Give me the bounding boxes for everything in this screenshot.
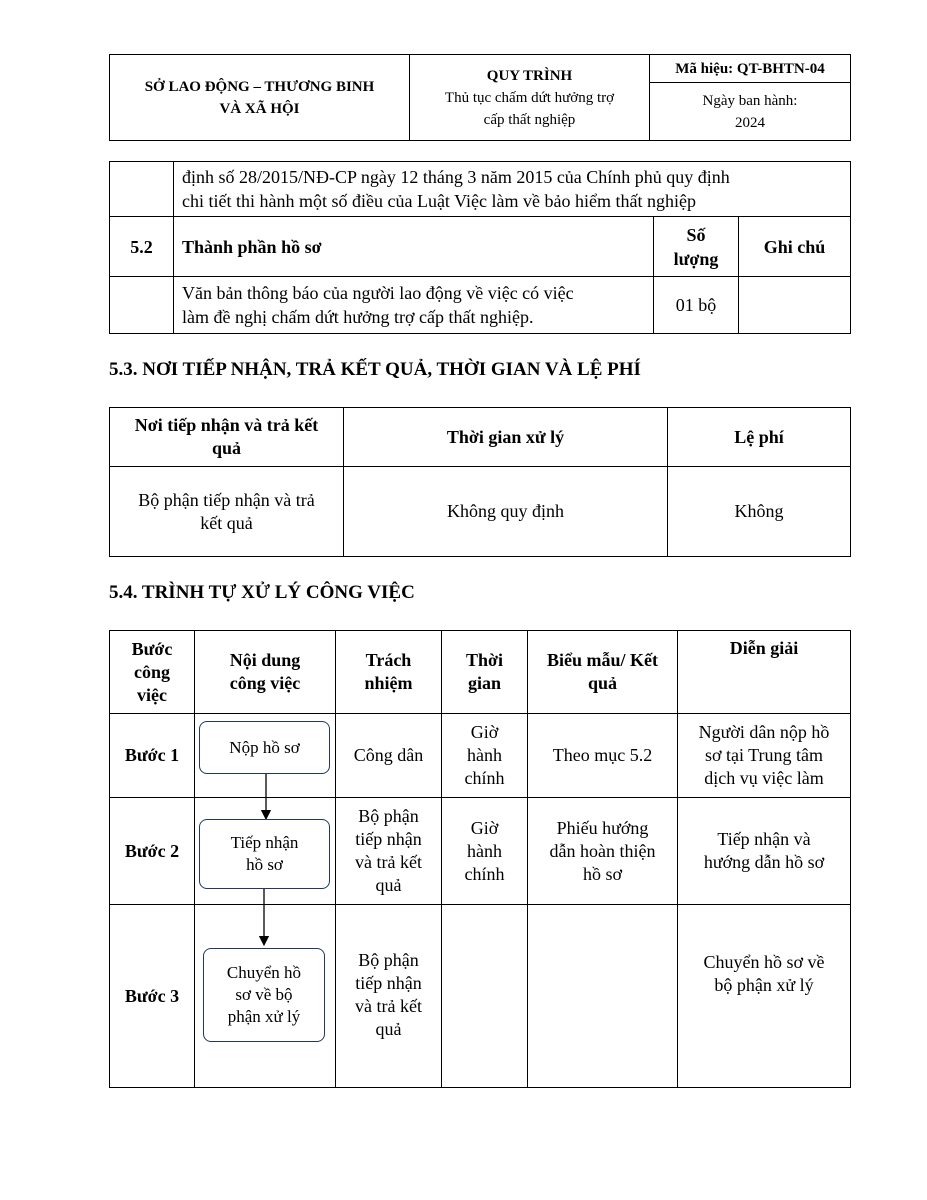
col-step: Bước công việc	[110, 631, 195, 714]
step-time: Giờ hành chính	[442, 714, 528, 798]
col-time: Thời gian	[442, 631, 528, 714]
section-5-4-heading: 5.4. TRÌNH TỰ XỬ LÝ CÔNG VIỆC	[109, 582, 415, 603]
col-description: Diễn giải	[678, 631, 851, 714]
time-value: Không quy định	[344, 467, 668, 557]
org-line-2: VÀ XÃ HỘI	[219, 100, 300, 117]
step-label: Bước 3	[110, 905, 195, 1088]
col-fee: Lệ phí	[668, 408, 851, 467]
step-responsibility: Công dân	[336, 714, 442, 798]
procedure-name-1: Thủ tục chấm dứt hưởng trợ	[444, 89, 615, 106]
flow-box-submit: Nộp hồ sơ	[199, 721, 330, 774]
step-label: Bước 2	[110, 798, 195, 905]
step-description: Tiếp nhận và hướng dẫn hồ sơ	[678, 798, 851, 905]
flow-box-transfer: Chuyển hồ sơ về bộ phận xử lý	[203, 948, 325, 1042]
step-description: Người dân nộp hồ sơ tại Trung tâm dịch vụ việc làm	[678, 714, 851, 798]
col-responsibility: Trách nhiệm	[336, 631, 442, 714]
fee-value: Không	[668, 467, 851, 557]
place-value: Bộ phận tiếp nhận và trả kết quả	[110, 467, 344, 557]
col-quantity: Số lượng	[654, 217, 739, 277]
issue-label: Ngày ban hành:	[702, 92, 798, 109]
procedure-label: QUY TRÌNH	[486, 67, 573, 84]
step-description: Chuyển hồ sơ về bộ phận xử lý	[678, 905, 851, 1088]
step-form: Theo mục 5.2	[528, 714, 678, 798]
step-responsibility: Bộ phận tiếp nhận và trả kết quả	[336, 798, 442, 905]
flow-box-receive: Tiếp nhận hồ sơ	[199, 819, 330, 889]
legal-basis-text: định số 28/2015/NĐ-CP ngày 12 tháng 3 năm 2015 của Chính phủ quy định chi tiết thi hành một số điều của Luật Việc làm về bảo hiểm thất nghiệp	[174, 162, 851, 217]
document-code: Mã hiệu: QT-BHTN-04	[650, 55, 851, 83]
col-content: Nội dung công việc	[195, 631, 336, 714]
step-form: Phiếu hướng dẫn hoàn thiện hồ sơ	[528, 798, 678, 905]
org-line-1: SỞ LAO ĐỘNG – THƯƠNG BINH	[144, 78, 375, 95]
col-place: Nơi tiếp nhận và trả kết quả	[110, 408, 344, 467]
col-documents: Thành phần hồ sơ	[174, 217, 654, 277]
document-item: Văn bản thông báo của người lao động về việc có việc làm đề nghị chấm dứt hưởng trợ cấp thất nghiệp.	[174, 277, 654, 334]
step-time: Giờ hành chính	[442, 798, 528, 905]
section-5-3-heading: 5.3. NƠI TIẾP NHẬN, TRẢ KẾT QUẢ, THỜI GIAN VÀ LỆ PHÍ	[109, 359, 641, 380]
document-quantity: 01 bộ	[654, 277, 739, 334]
section-number: 5.2	[110, 217, 174, 277]
procedure-name-2: cấp thất nghiệp	[483, 111, 576, 128]
issue-year: 2024	[735, 114, 765, 131]
col-form: Biểu mẫu/ Kết quả	[528, 631, 678, 714]
step-responsibility: Bộ phận tiếp nhận và trả kết quả	[336, 905, 442, 1088]
col-note: Ghi chú	[739, 217, 851, 277]
step-label: Bước 1	[110, 714, 195, 798]
col-time: Thời gian xử lý	[344, 408, 668, 467]
